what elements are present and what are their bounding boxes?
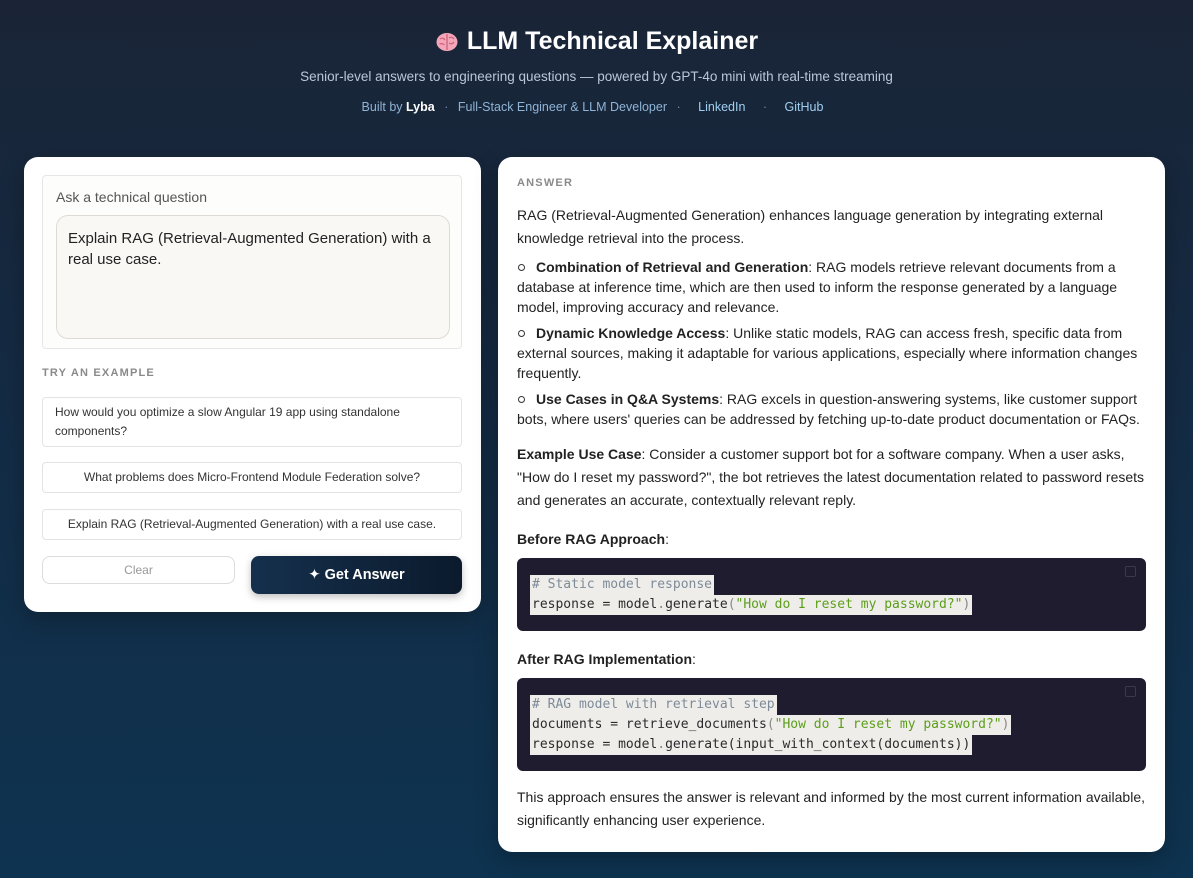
list-item bbox=[517, 389, 1146, 429]
code-comment: # Static model response bbox=[532, 577, 713, 592]
bullet-text: : RAG models retrieve relevant documents from a database at inference time, which are then used to inform the response generated by a language model, improving accuracy and relevance. bbox=[517, 259, 1118, 315]
code-token: generate bbox=[665, 737, 728, 752]
author-name: Lyba bbox=[406, 100, 435, 114]
github-link[interactable]: GitHub bbox=[784, 100, 824, 114]
header bbox=[0, 0, 1193, 114]
question-box bbox=[42, 175, 462, 349]
answer-conclusion: This approach ensures the answer is relevant and informed by the most current information available, significantly enhancing user experience. bbox=[517, 789, 1145, 828]
app-title bbox=[0, 27, 1193, 56]
bullet-title: Combination of Retrieval and Generation bbox=[536, 259, 809, 275]
code-string: "How do I reset my password?" bbox=[735, 597, 963, 612]
code-token: response = model bbox=[532, 597, 658, 612]
colon: : bbox=[665, 531, 669, 547]
bullet-text: : RAG excels in question-answering systems, like customer support bots, where users' queries can be addressed by fetching up-to-date product documentation or FAQs. bbox=[517, 391, 1140, 427]
examples-label: TRY AN EXAMPLE bbox=[42, 367, 155, 379]
code-token: . bbox=[657, 737, 666, 752]
example-question-button[interactable]: What problems does Micro-Frontend Module Federation solve? bbox=[42, 462, 462, 493]
code-block-before bbox=[517, 558, 1146, 631]
separator: · bbox=[762, 100, 768, 114]
code-line bbox=[530, 575, 714, 595]
example-text: : Consider a customer support bot for a software company. When a user asks, "How do I reset my password?", the bot retrieves the latest documentation related to password resets and generates an accurate, contextually relevant reply. bbox=[517, 446, 1145, 508]
question-panel bbox=[24, 157, 481, 612]
question-input[interactable]: Explain RAG (Retrieval-Augmented Generation) with a real use case. bbox=[56, 215, 450, 339]
app-subtitle: Senior-level answers to engineering questions — powered by GPT-4o mini with real-time streaming bbox=[300, 69, 893, 84]
bullet-text: : Unlike static models, RAG can access fresh, specific data from external sources, making it adaptable for various applications, especially where information changes frequently. bbox=[517, 325, 1138, 381]
answer-label: ANSWER bbox=[517, 177, 574, 189]
code-line bbox=[530, 715, 1011, 735]
before-title: Before RAG Approach bbox=[517, 531, 666, 547]
code-string: "How do I reset my password?" bbox=[774, 717, 1002, 732]
code-token: ) bbox=[1001, 717, 1010, 732]
answer-bullets bbox=[517, 257, 1146, 429]
app-title-text: LLM Technical Explainer bbox=[466, 27, 759, 55]
answer-body bbox=[517, 204, 1146, 832]
colon: : bbox=[692, 651, 696, 667]
code-token: ( bbox=[766, 717, 775, 732]
code-block-after bbox=[517, 678, 1146, 771]
separator: · bbox=[444, 100, 449, 114]
code-token: generate bbox=[665, 597, 728, 612]
byline bbox=[0, 100, 1193, 114]
code-comment: # RAG model with retrieval step bbox=[532, 697, 775, 712]
code-line bbox=[530, 735, 972, 755]
answer-intro: RAG (Retrieval-Augmented Generation) enhances language generation by integrating external knowledge retrieval into the process. bbox=[517, 207, 1104, 246]
linkedin-link[interactable]: LinkedIn bbox=[698, 100, 746, 114]
code-line bbox=[530, 695, 777, 715]
example-title: Example Use Case bbox=[517, 446, 642, 462]
code-token: documents = retrieve_documents bbox=[532, 717, 767, 732]
clear-button[interactable]: Clear bbox=[42, 556, 235, 584]
get-answer-button[interactable]: ✦ Get Answer bbox=[251, 556, 462, 594]
after-heading bbox=[517, 648, 1146, 671]
code-line bbox=[530, 595, 972, 615]
code-token: ) bbox=[962, 597, 971, 612]
bullet-title: Dynamic Knowledge Access bbox=[536, 325, 726, 341]
separator: · bbox=[676, 100, 681, 114]
copy-icon[interactable] bbox=[1125, 686, 1136, 697]
code-token: ( bbox=[727, 597, 736, 612]
built-by-prefix: Built by bbox=[361, 100, 403, 114]
bullet-title: Use Cases in Q&A Systems bbox=[536, 391, 720, 407]
list-item bbox=[517, 323, 1146, 383]
code-token: (input_with_context(documents)) bbox=[727, 737, 971, 752]
code-token: response = model bbox=[532, 737, 658, 752]
copy-icon[interactable] bbox=[1125, 566, 1136, 577]
list-item bbox=[517, 257, 1146, 317]
brain-icon bbox=[435, 30, 459, 54]
example-use-case bbox=[517, 443, 1146, 512]
example-question-button[interactable]: Explain RAG (Retrieval-Augmented Generation) with a real use case. bbox=[42, 509, 462, 540]
question-label: Ask a technical question bbox=[56, 189, 207, 205]
code-token: . bbox=[657, 597, 666, 612]
after-title: After RAG Implementation bbox=[517, 651, 693, 667]
before-heading bbox=[517, 528, 1146, 551]
example-question-button[interactable]: How would you optimize a slow Angular 19 app using standalone components? bbox=[42, 397, 462, 447]
author-role: Full-Stack Engineer & LLM Developer bbox=[457, 100, 667, 114]
answer-panel bbox=[498, 157, 1165, 852]
